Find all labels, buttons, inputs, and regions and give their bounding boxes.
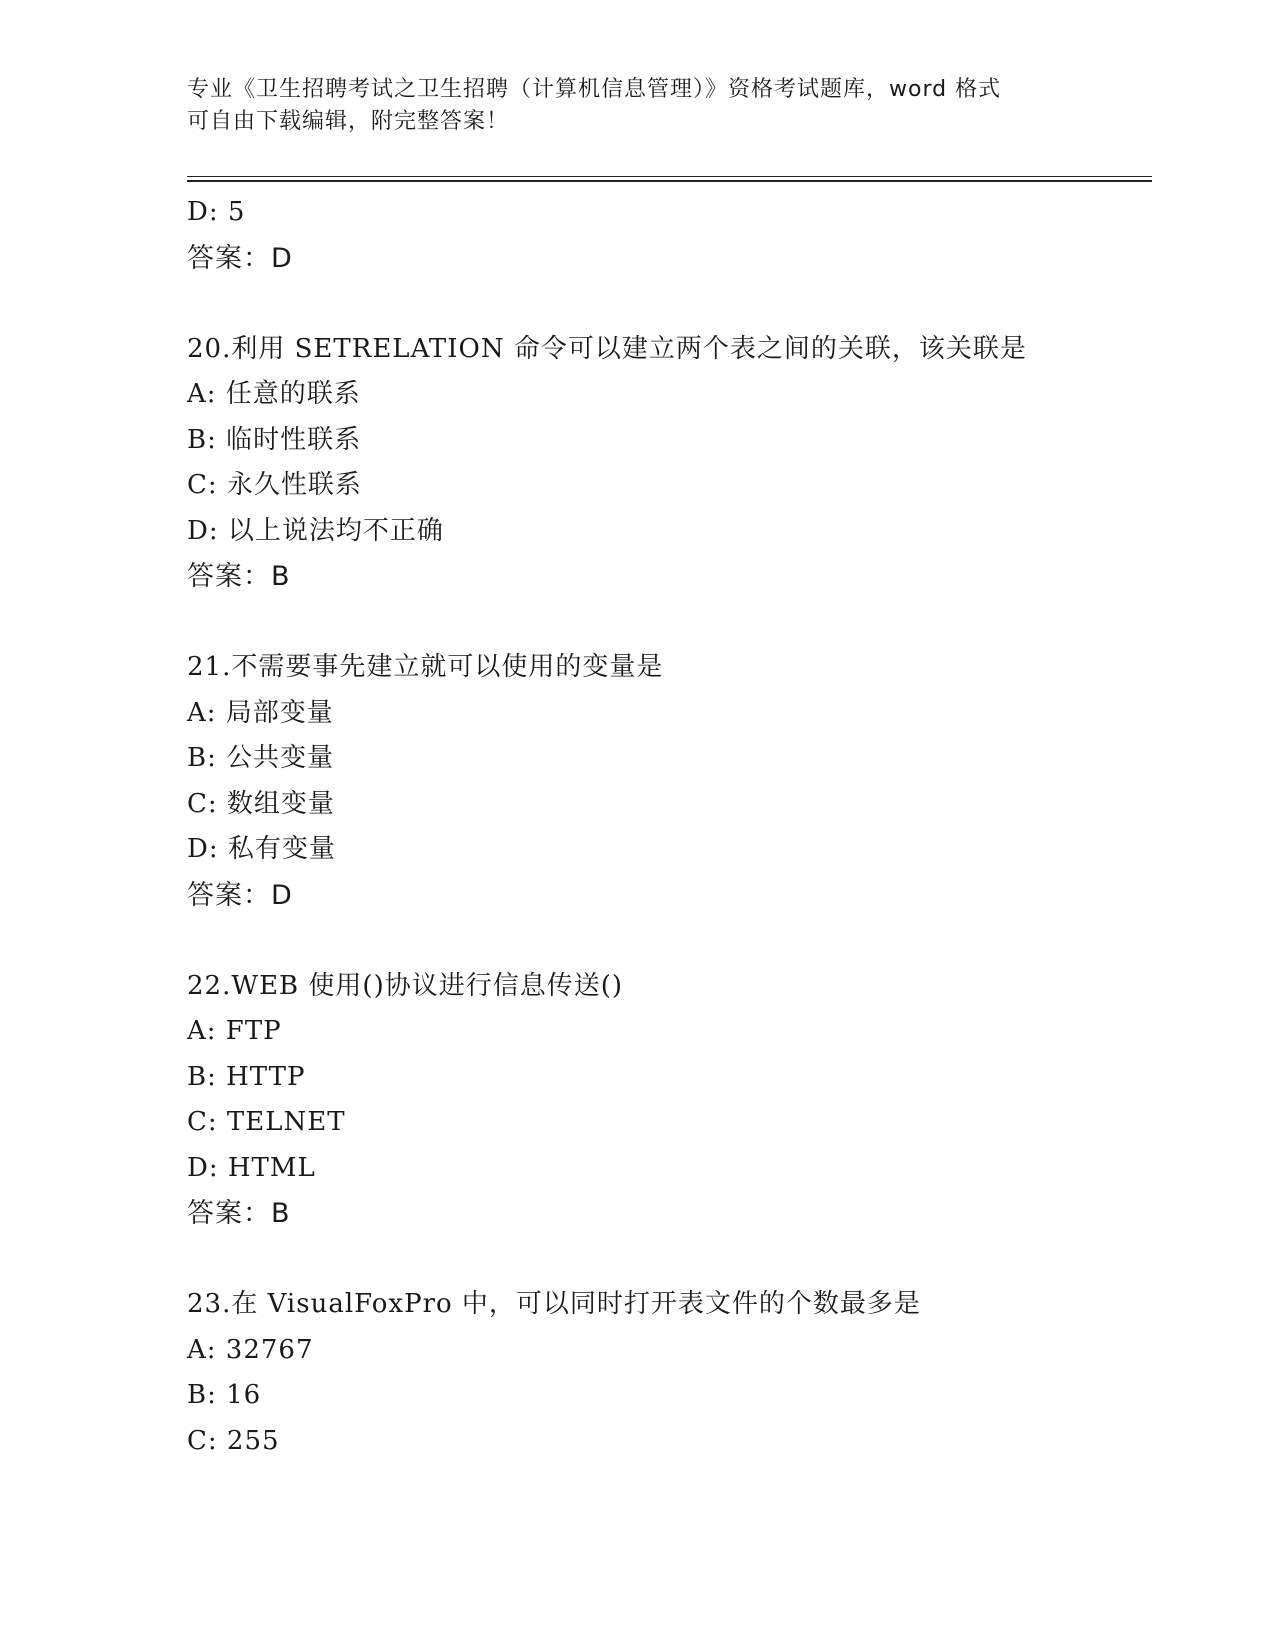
question-21 [187, 645, 1152, 918]
header-divider-thick [187, 180, 1152, 182]
option-c: C: 数组变量 [187, 788, 335, 819]
spacer [187, 281, 1152, 327]
answer-line: 答案：B [187, 561, 291, 592]
option-d: D: 以上说法均不正确 [187, 515, 444, 546]
question-stem: 21.不需要事先建立就可以使用的变量是 [187, 652, 664, 682]
header-divider-thin [187, 176, 1152, 177]
option-d: D: HTML [187, 1152, 316, 1183]
question-stem: 23.在 VisualFoxPro 中，可以同时打开表文件的个数最多是 [187, 1289, 921, 1319]
question-23 [187, 1282, 1152, 1464]
question-22 [187, 964, 1152, 1237]
header-line-1: 专业《卫生招聘考试之卫生招聘（计算机信息管理）》资格考试题库，word 格式 [187, 77, 1002, 102]
spacer [187, 1237, 1152, 1283]
option-c: C: 永久性联系 [187, 470, 362, 500]
spacer [187, 918, 1152, 964]
option-b: B: 公共变量 [187, 743, 335, 773]
document-header [187, 74, 1067, 138]
answer-line: 答案：B [187, 1198, 291, 1229]
option-a: A: 局部变量 [187, 697, 334, 728]
option-b: B: 临时性联系 [187, 424, 362, 455]
question-20 [187, 327, 1152, 600]
question-stem: 20.利用 SETRELATION 命令可以建立两个表之间的关联，该关联是 [187, 333, 1027, 364]
answer-line: 答案：D [187, 879, 293, 911]
option-a: A: FTP [187, 1016, 282, 1046]
option-c: C: 255 [187, 1425, 280, 1456]
answer-line: 答案：D [187, 242, 293, 274]
question-list [187, 190, 1152, 1464]
option-d: D: 5 [187, 197, 246, 227]
option-b: B: 16 [187, 1380, 262, 1410]
option-b: B: HTTP [187, 1061, 306, 1092]
option-d: D: 私有变量 [187, 834, 336, 864]
option-c: C: TELNET [187, 1107, 346, 1137]
question-stem: 22.WEB 使用()协议进行信息传送() [187, 970, 623, 1001]
option-a: A: 32767 [187, 1334, 314, 1365]
option-a: A: 任意的联系 [187, 379, 361, 409]
header-line-2: 可自由下载编辑，附完整答案！ [187, 109, 510, 134]
spacer [187, 600, 1152, 646]
